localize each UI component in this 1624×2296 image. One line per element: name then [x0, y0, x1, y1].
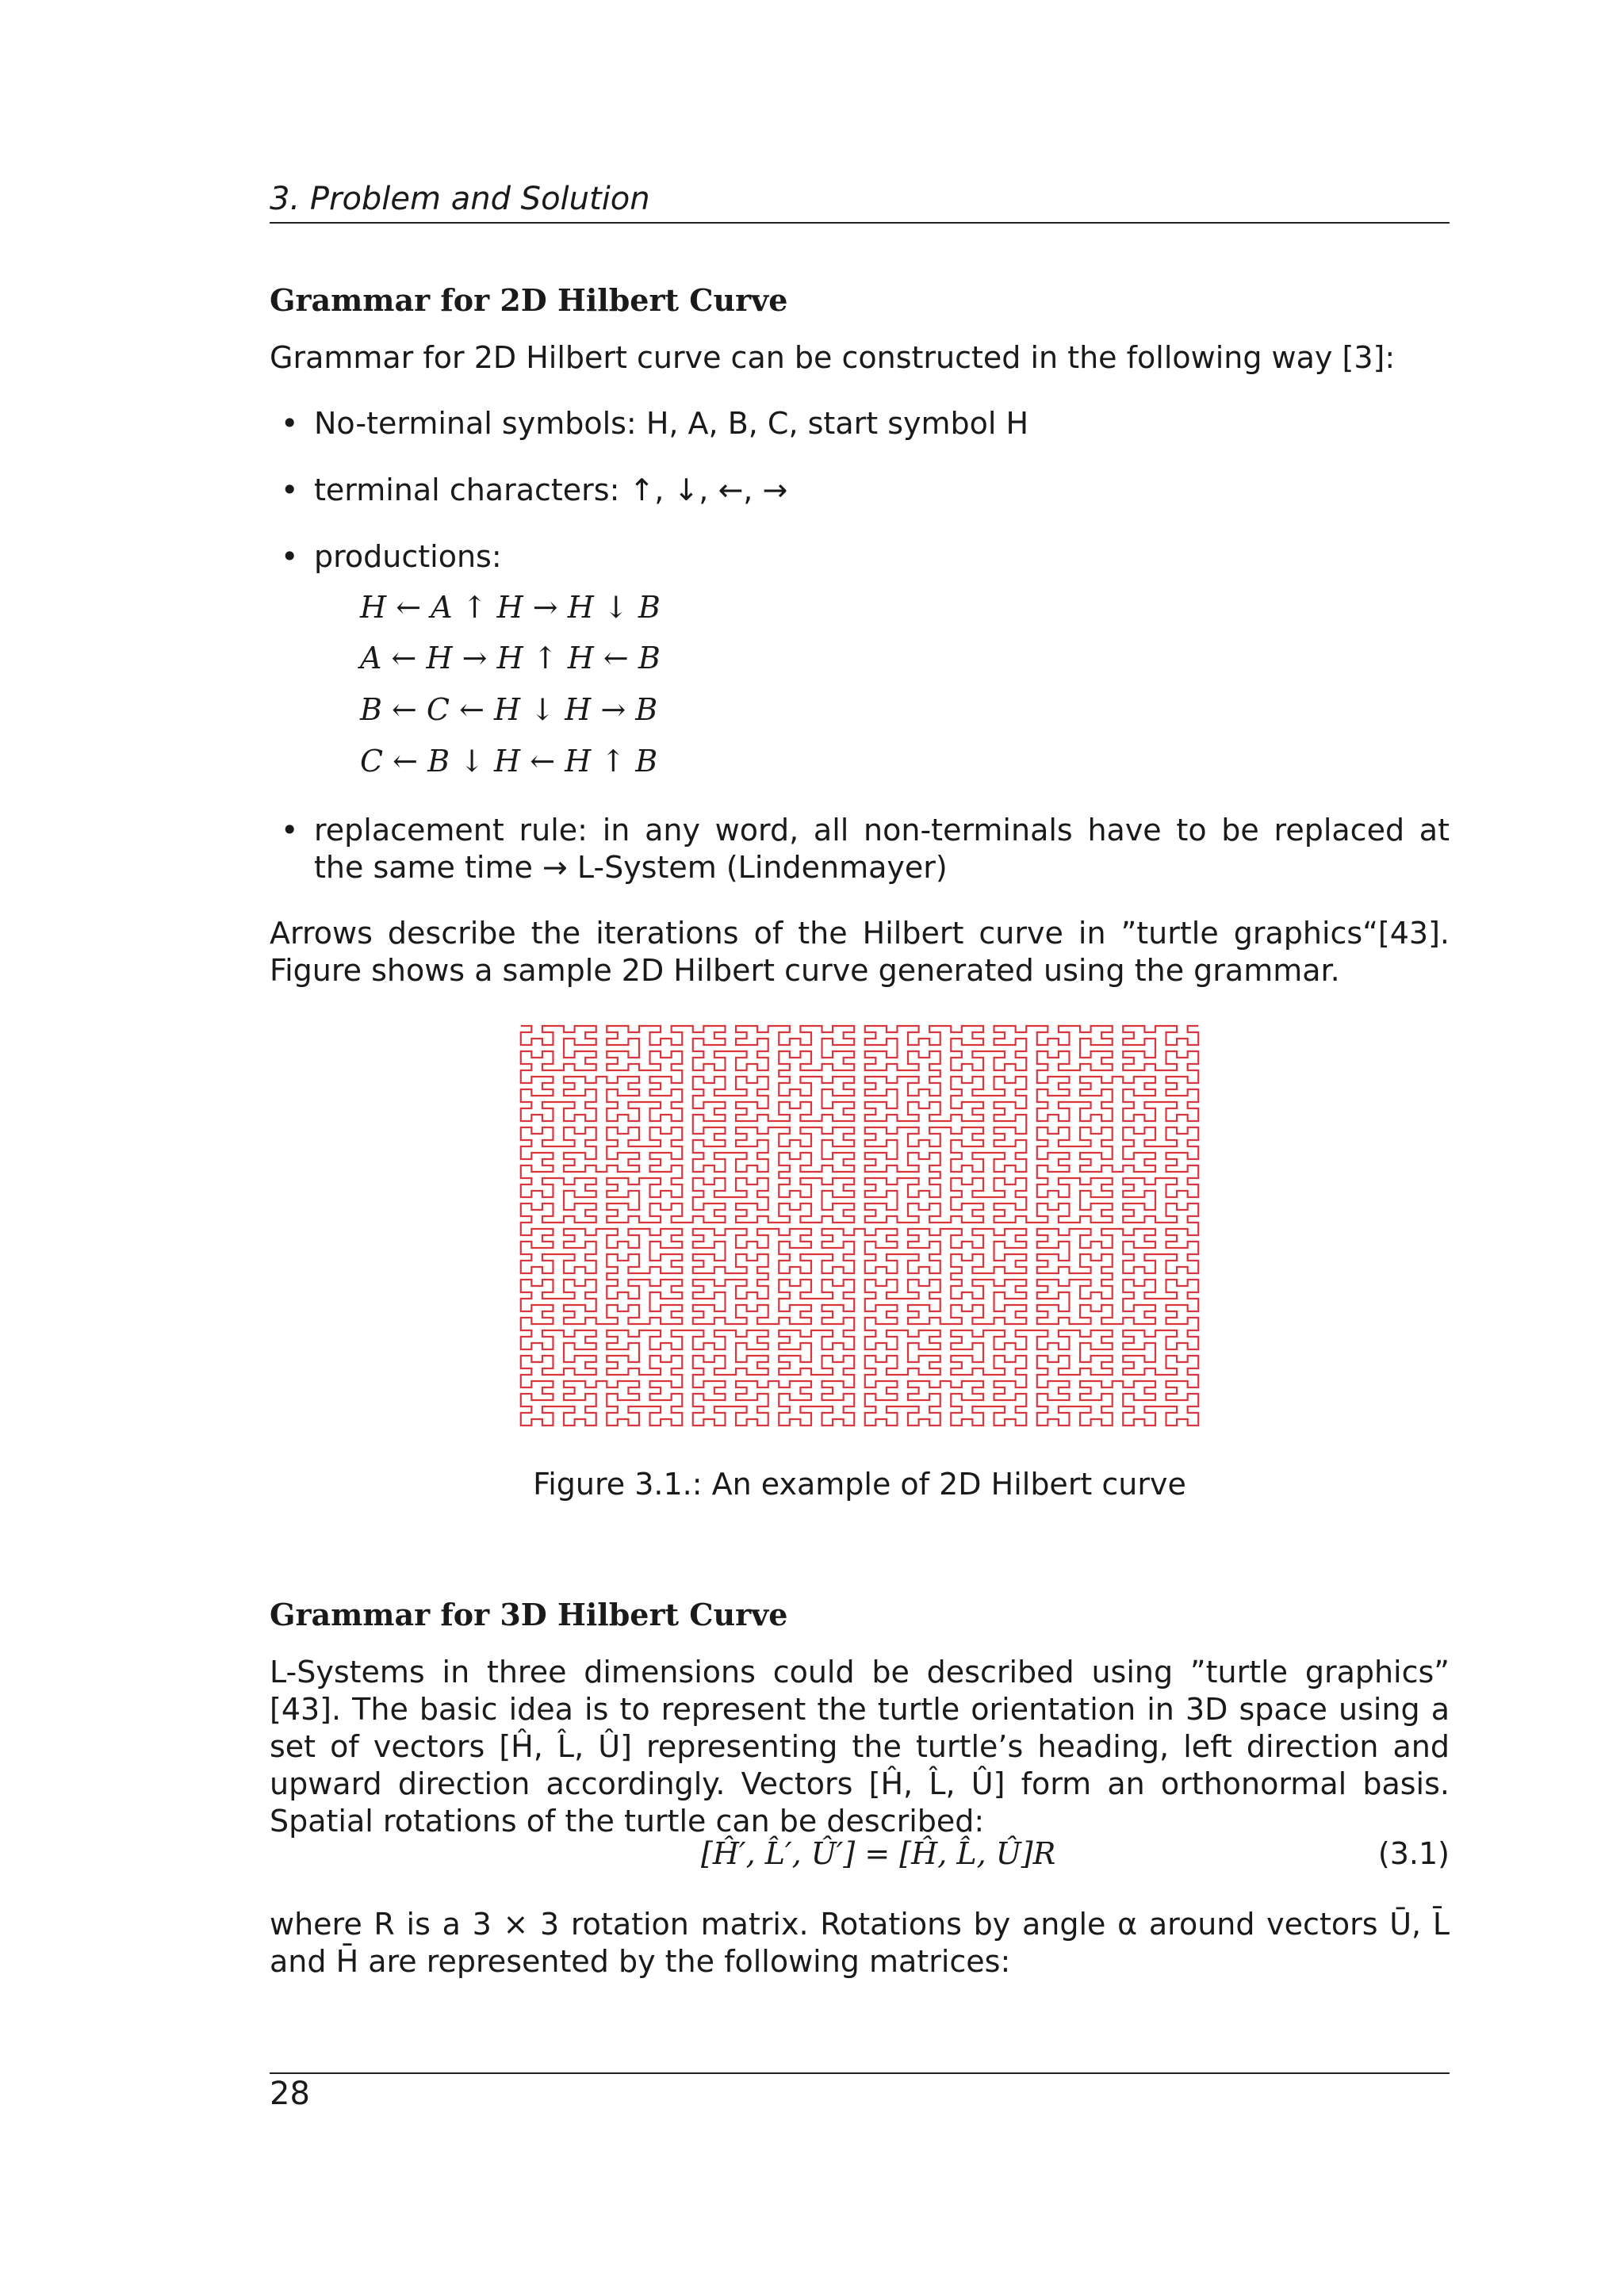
figure-caption: Figure 3.1.: An example of 2D Hilbert curve	[533, 1467, 1186, 1502]
section-heading-2d: Grammar for 2D Hilbert Curve	[270, 282, 788, 318]
rotation-paragraph: where R is a 3 × 3 rotation matrix. Rotations by angle α around vectors Ū, L̄ and H̄ are represented by the following matrices:	[270, 1907, 1450, 1979]
production-rule: C ← B ↓ H ← H ↑ B	[360, 744, 658, 779]
hilbert-curve-path	[521, 1026, 1198, 1425]
equation-number: (3.1)	[1377, 1836, 1450, 1871]
bullet-marker: •	[281, 406, 299, 441]
bullet-text: terminal characters: ↑, ↓, ←, →	[314, 473, 788, 507]
bullet-marker: •	[281, 539, 299, 574]
bullet-text: No-terminal symbols: H, A, B, C, start symbol H	[314, 406, 1029, 441]
production-rule: A ← H → H ↑ H ← B	[360, 641, 661, 675]
bullet-nonterminals	[281, 406, 1029, 441]
footer-rule	[270, 2072, 1450, 2074]
bullet-text: replacement rule: in any word, all non-terminals have to be replaced at the same time → L-System (Lindenmayer)	[314, 813, 1450, 885]
bullet-text: productions:	[314, 539, 502, 574]
hilbert-curve-image	[515, 1023, 1204, 1429]
bullet-terminals	[281, 473, 788, 507]
lsystem-paragraph: L-Systems in three dimensions could be described using ”turtle graphics” [43]. The basic idea is to represent the turtle orientation in 3D space using a set of vectors [Ĥ, L̂, Û] representing the turtle’s heading, left direction and upward direction accordingly. Vectors [Ĥ, L̂, Û] form an orthonormal basis. Spatial rotations of the turtle can be described:	[270, 1655, 1450, 1839]
intro-paragraph: Grammar for 2D Hilbert curve can be constructed in the following way [3]:	[270, 340, 1396, 375]
bullet-productions	[281, 539, 502, 574]
arrows-paragraph: Arrows describe the iterations of the Hilbert curve in ”turtle graphics“[43]. Figure shows a sample 2D Hilbert curve generated using the grammar.	[270, 916, 1450, 988]
hilbert-curve-figure	[515, 1023, 1204, 1429]
running-header: 3. Problem and Solution	[270, 181, 650, 217]
bullet-replacement-rule	[281, 812, 1450, 886]
production-rule: H ← A ↑ H → H ↓ B	[360, 590, 661, 625]
header-rule	[270, 222, 1450, 224]
page-number: 28	[270, 2076, 310, 2112]
bullet-marker: •	[281, 813, 299, 848]
section-heading-3d: Grammar for 3D Hilbert Curve	[270, 1597, 788, 1632]
bullet-marker: •	[281, 473, 299, 507]
production-rule: B ← C ← H ↓ H → B	[360, 692, 658, 727]
equation-body: [Ĥ′, L̂′, Û′] = [Ĥ, L̂, Û]R	[701, 1836, 1056, 1871]
